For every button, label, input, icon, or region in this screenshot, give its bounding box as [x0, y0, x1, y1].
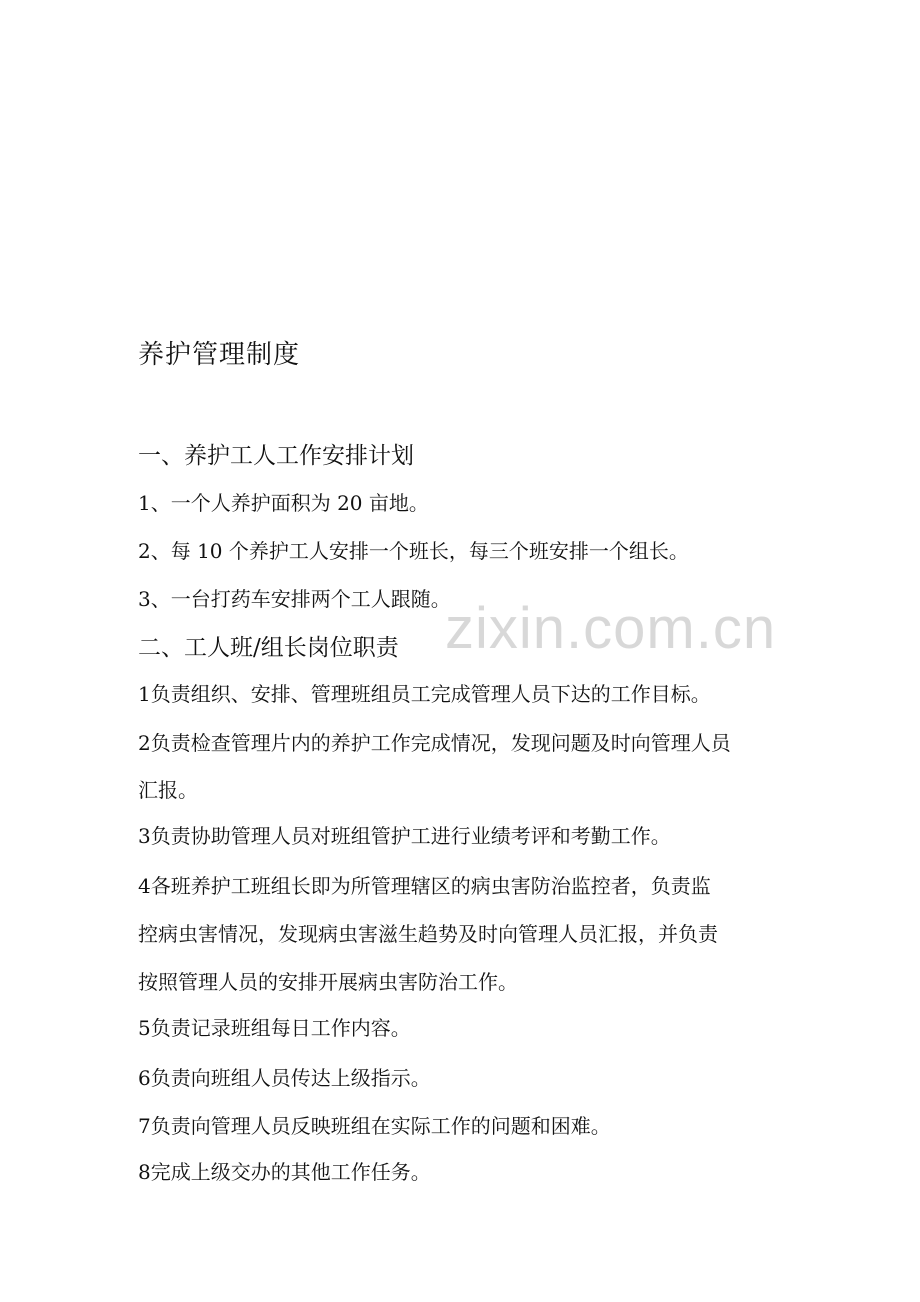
section-2-line: 按照管理人员的安排开展病虫害防治工作。: [138, 970, 518, 994]
section-2-line: 2负责检查管理片内的养护工作完成情况，发现问题及时向管理人员: [138, 731, 731, 755]
section-1-item: 2、每 10 个养护工人安排一个班长，每三个班安排一个组长。: [138, 539, 689, 563]
section-2-line: 3负责协助管理人员对班组管护工进行业绩考评和考勤工作。: [138, 824, 671, 848]
section-2-line: 5负责记录班组每日工作内容。: [138, 1016, 411, 1040]
section-2-line: 8完成上级交办的其他工作任务。: [138, 1160, 431, 1184]
document-title: 养护管理制度: [138, 340, 301, 370]
section-2-line: 7负责向管理人员反映班组在实际工作的问题和困难。: [138, 1114, 611, 1138]
section-2-line: 1负责组织、安排、管理班组员工完成管理人员下达的工作目标。: [138, 682, 711, 706]
section-2-heading: 二、工人班/组长岗位职责: [138, 635, 399, 661]
section-1-item: 1、一个人养护面积为 20 亩地。: [138, 491, 429, 515]
section-2-line: 6负责向班组人员传达上级指示。: [138, 1066, 431, 1090]
section-2-line: 汇报。: [138, 778, 198, 802]
section-2-line: 控病虫害情况，发现病虫害滋生趋势及时向管理人员汇报，并负责: [138, 922, 718, 946]
section-2-line: 4各班养护工班组长即为所管理辖区的病虫害防治监控者，负责监: [138, 874, 711, 898]
watermark: zixin.com.cn: [445, 596, 777, 661]
section-1-heading: 一、养护工人工作安排计划: [138, 443, 414, 469]
section-1-item: 3、一台打药车安排两个工人跟随。: [138, 587, 451, 611]
